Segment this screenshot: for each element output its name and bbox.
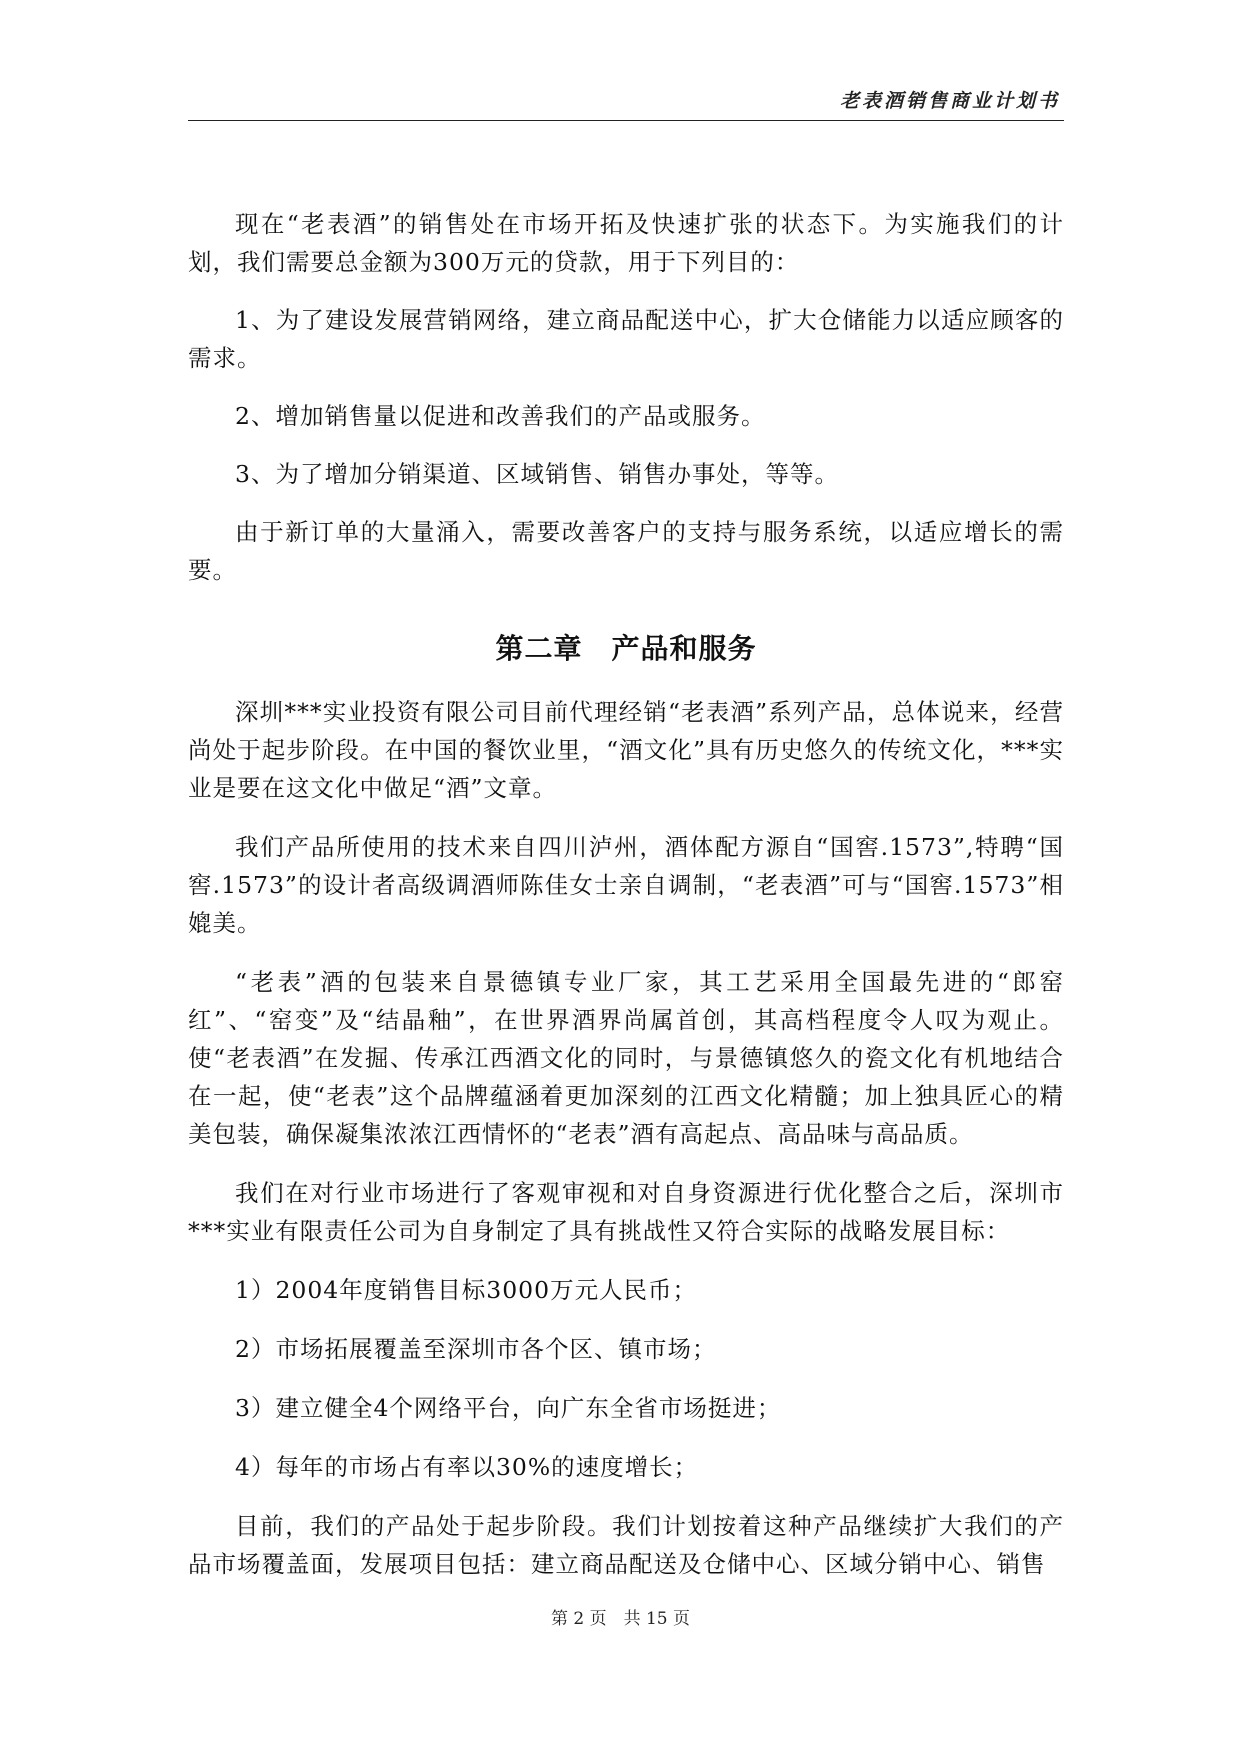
list-item-goal-4: 4）每年的市场占有率以30%的速度增长； (235, 1453, 699, 1481)
paragraph-purpose-3: 3、为了增加分销渠道、区域销售、销售办事处，等等。 (235, 460, 839, 488)
paragraph-loan-intro: 现在“老表酒”的销售处在市场开拓及快速扩张的状态下。为实施我们的计划，我们需要总金额为300万元的贷款，用于下列目的： (188, 210, 1064, 276)
document-body (188, 205, 1064, 1604)
paragraph-purpose-1: 1、为了建设发展营销网络，建立商品配送中心，扩大仓储能力以适应顾客的需求。 (188, 306, 1064, 372)
page-header (188, 84, 1064, 121)
paragraph-packaging: “老表”酒的包装来自景德镇专业厂家，其工艺采用全国最先进的“郎窑红”、“窑变”及“结晶釉”，在世界酒界尚属首创，其高档程度令人叹为观止。使“老表酒”在发掘、传承江西酒文化的同时，与景德镇悠久的瓷文化有机地结合在一起，使“老表”这个品牌蕴涵着更加深刻的江西文化精髓；加上独具匠心的精美包装，确保凝集浓浓江西情怀的“老表”酒有高起点、高品味与高品质。 (188, 968, 1064, 1148)
paragraph-current-stage: 目前，我们的产品处于起步阶段。我们计划按着这种产品继续扩大我们的产品市场覆盖面，发展项目包括：建立商品配送及仓储中心、区域分销中心、销售 (188, 1512, 1064, 1578)
paragraph-technology: 我们产品所使用的技术来自四川泸州，酒体配方源自“国窖.1573”,特聘“国窖.1573”的设计者高级调酒师陈佳女士亲自调制，“老表酒”可与“国窖.1573”相媲美。 (188, 833, 1064, 937)
paragraph-strategy: 我们在对行业市场进行了客观审视和对自身资源进行优化整合之后，深圳市***实业有限责任公司为自身制定了具有挑战性又符合实际的战略发展目标： (188, 1179, 1064, 1245)
chapter-title: 第二章 产品和服务 (495, 632, 757, 665)
list-item-goal-2: 2）市场拓展覆盖至深圳市各个区、镇市场； (235, 1335, 717, 1363)
paragraph-orders: 由于新订单的大量涌入，需要改善客户的支持与服务系统，以适应增长的需要。 (188, 518, 1064, 584)
page-footer: 第 2 页 共 15 页 (550, 1609, 691, 1629)
paragraph-purpose-2: 2、增加销售量以促进和改善我们的产品或服务。 (235, 402, 766, 430)
header-title: 老表酒销售商业计划书 (839, 90, 1060, 112)
paragraph-company-intro: 深圳***实业投资有限公司目前代理经销“老表酒”系列产品，总体说来，经营尚处于起步阶段。在中国的餐饮业里，“酒文化”具有历史悠久的传统文化，***实业是要在这文化中做足“酒”文章。 (188, 698, 1064, 802)
list-item-goal-1: 1）2004年度销售目标3000万元人民币； (235, 1276, 698, 1304)
list-item-goal-3: 3）建立健全4个网络平台，向广东全省市场挺进； (235, 1394, 782, 1422)
